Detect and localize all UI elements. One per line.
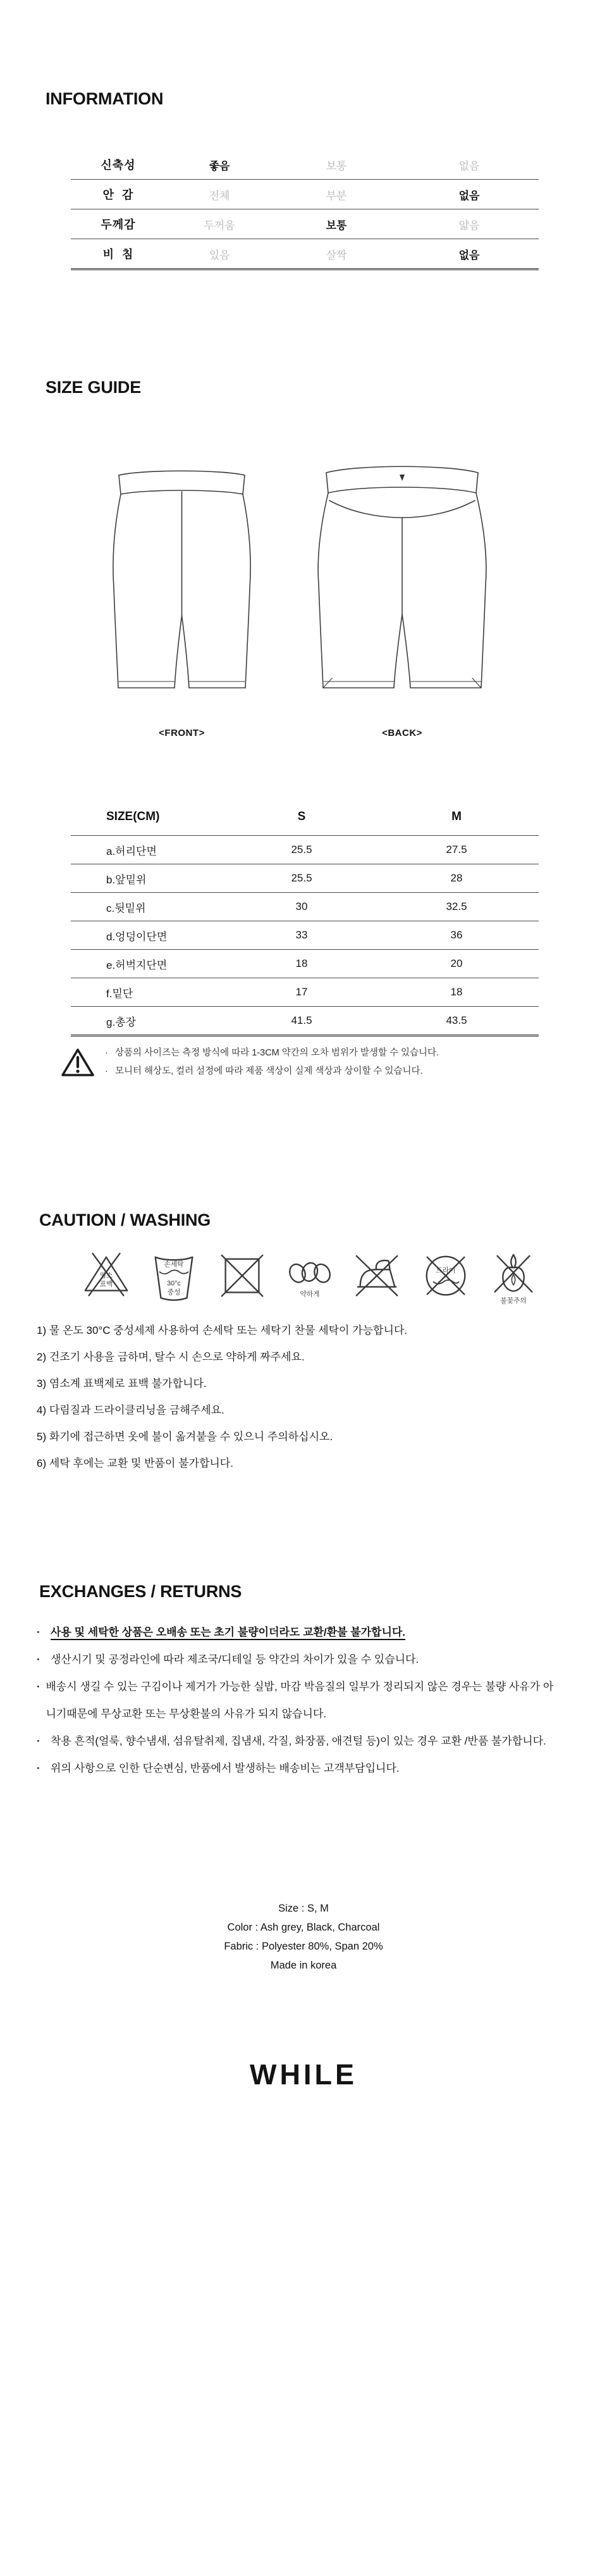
shorts-back-sketch	[309, 455, 496, 702]
size-note	[105, 1044, 439, 1062]
returns-policy-list	[37, 1619, 563, 1782]
table-row	[71, 180, 539, 209]
policy-item	[37, 1755, 563, 1782]
info-value: 두꺼움	[204, 219, 235, 232]
info-value: 있음	[209, 249, 230, 261]
info-value: 보통	[326, 159, 347, 172]
no-tumble-dry-icon	[217, 1251, 267, 1305]
product-summary	[0, 1899, 607, 1975]
measure-s: 30	[295, 900, 308, 912]
brand-logo: WHILE	[250, 2058, 357, 2091]
brand-mark-icon	[400, 475, 405, 481]
info-value: 없음	[458, 189, 480, 202]
measure-m: 43.5	[446, 1014, 467, 1026]
size-table-header	[71, 799, 539, 836]
table-row	[71, 239, 539, 270]
policy-item	[37, 1727, 563, 1755]
table-row	[71, 921, 539, 950]
product-origin-line: Made in korea	[270, 1960, 337, 1971]
product-size-line: Size : S, M	[278, 1903, 329, 1914]
measure-label: d.엉덩이단면	[106, 930, 168, 943]
info-value: 좋음	[209, 159, 230, 172]
hand-wash-30-icon	[149, 1251, 199, 1305]
product-fabric-line: Fabric : Polyester 80%, Span 20%	[224, 1941, 383, 1952]
size-table-header-s: S	[297, 810, 306, 823]
measure-m: 27.5	[446, 843, 467, 856]
info-value: 살짝	[326, 249, 347, 261]
info-row-label: 두께감	[101, 218, 136, 231]
bullet-marker: ·	[105, 1048, 108, 1058]
measure-label: c.뒷밑위	[106, 902, 146, 914]
washing-instruction: 2) 건조기 사용을 금하며, 탈수 시 손으로 약하게 짜주세요.	[37, 1351, 305, 1363]
measure-m: 32.5	[446, 900, 467, 912]
shorts-back-drawing	[309, 455, 496, 702]
washing-instruction: 5) 화기에 접근하면 옷에 불이 옮겨붙을 수 있으니 주의하십시오.	[37, 1431, 333, 1443]
size-table-header-m: M	[451, 810, 462, 823]
measure-s: 25.5	[291, 843, 312, 856]
bullet-marker: ·	[37, 1762, 40, 1774]
bullet-marker: ·	[37, 1626, 40, 1638]
info-row-label: 안 감	[102, 189, 134, 201]
no-bleach-icon	[81, 1251, 132, 1305]
laundry-symbols	[81, 1251, 539, 1305]
table-row	[71, 950, 539, 978]
bullet-marker: ·	[37, 1653, 40, 1665]
measure-s: 18	[295, 957, 308, 969]
washing-instruction: 3) 염소계 표백제로 표백 불가합니다.	[37, 1378, 207, 1390]
svg-text:불꽃주의: 불꽃주의	[500, 1297, 527, 1305]
size-note-text: 모니터 해상도, 컬러 설정에 따라 제품 색상이 실제 색상과 상이할 수 있습니다.	[115, 1066, 423, 1076]
front-view-label: <FRONT>	[159, 728, 205, 738]
size-guide-section-title: SIZE GUIDE	[46, 378, 142, 397]
svg-text:표백: 표백	[99, 1280, 113, 1288]
warning-triangle-icon	[61, 1047, 95, 1078]
policy-item	[37, 1619, 563, 1646]
size-table	[71, 799, 539, 1036]
measure-m: 18	[450, 986, 463, 998]
size-note-lines	[105, 1044, 439, 1081]
washing-instruction: 1) 물 온도 30°C 중성세제 사용하여 손세탁 또는 세탁기 찬물 세탁이 가능합니다.	[37, 1324, 408, 1336]
bullet-marker: ·	[37, 1681, 40, 1693]
table-row	[71, 1007, 539, 1036]
policy-text: 생산시기 및 공정라인에 따라 제조국/디테일 등 약간의 차이가 있을 수 있습니다.	[51, 1653, 419, 1665]
size-table-header-label: SIZE(CM)	[106, 810, 160, 823]
bullet-marker: ·	[105, 1066, 108, 1076]
measure-m: 36	[450, 929, 463, 941]
info-value: 부분	[326, 189, 347, 202]
measure-label: f.밑단	[106, 987, 133, 1000]
policy-text: 착용 흔적(얼룩, 향수냄새, 섬유탈취제, 집냄새, 각질, 화장품, 애견털 등)이 있는 경우 교환 /반품 불가합니다.	[51, 1735, 546, 1747]
policy-item	[37, 1646, 563, 1673]
flame-caution-icon	[488, 1251, 539, 1305]
info-value: 없음	[458, 159, 480, 172]
svg-text:염소: 염소	[99, 1272, 113, 1280]
info-row-label: 비 침	[102, 248, 134, 261]
info-value: 없음	[458, 249, 480, 261]
info-row-label: 신축성	[101, 159, 136, 171]
product-color-line: Color : Ash grey, Black, Charcoal	[227, 1922, 380, 1933]
svg-text:중성: 중성	[167, 1288, 181, 1297]
measure-label: a.허리단면	[106, 845, 157, 857]
policy-text: 배송시 생길 수 있는 구김이나 제거가 가능한 실밥, 마감 박음질의 일부가 정리되지 않은 경우는 불량 사유가 아니기때문에 무상교환 또는 무상환불의 사유가 되지 않습니다.	[46, 1681, 554, 1720]
table-row	[71, 150, 539, 180]
shorts-front-drawing	[107, 465, 256, 700]
measure-s: 17	[295, 986, 308, 998]
size-note	[105, 1062, 439, 1081]
information-table	[71, 150, 539, 270]
measure-s: 33	[295, 929, 308, 941]
measure-label: b.앞밑위	[106, 873, 147, 886]
info-value: 전체	[209, 189, 230, 202]
washing-instruction: 4) 다림질과 드라이클리닝을 금해주세요.	[37, 1404, 224, 1416]
svg-text:손세탁: 손세탁	[164, 1260, 184, 1269]
policy-text: 위의 사항으로 인한 단순변심, 반품에서 발생하는 배송비는 고객부담입니다.	[51, 1762, 400, 1774]
washing-instructions	[37, 1317, 407, 1477]
table-row	[71, 209, 539, 239]
measure-label: g.총장	[106, 1016, 137, 1028]
table-row	[71, 978, 539, 1007]
returns-section-title: EXCHANGES / RETURNS	[39, 1582, 242, 1601]
information-section-title: INFORMATION	[46, 89, 164, 108]
wring-gently-icon	[285, 1251, 335, 1305]
svg-text:드라이: 드라이	[436, 1267, 456, 1275]
shorts-front-sketch	[107, 465, 256, 700]
no-dry-clean-icon	[420, 1251, 471, 1305]
info-value: 보통	[326, 219, 347, 232]
measure-s: 25.5	[291, 872, 312, 884]
svg-text:30°c: 30°c	[167, 1279, 181, 1288]
size-note-text: 상품의 사이즈는 측정 방식에 따라 1-3CM 약간의 오차 범위가 발생할 수 있습니다.	[115, 1048, 439, 1058]
measure-m: 20	[450, 957, 463, 969]
measure-s: 41.5	[291, 1014, 312, 1026]
no-iron-icon	[352, 1251, 403, 1305]
washing-instruction: 6) 세탁 후에는 교환 및 반품이 불가합니다.	[37, 1457, 233, 1469]
size-notes	[61, 1044, 439, 1081]
policy-text: 사용 및 세탁한 상품은 오배송 또는 초기 불량이더라도 교환/환불 불가합니다.	[51, 1626, 406, 1638]
table-row	[71, 864, 539, 893]
table-row	[71, 836, 539, 864]
measure-label: e.허벅지단면	[106, 959, 168, 971]
policy-item	[37, 1673, 563, 1727]
table-row	[71, 893, 539, 921]
caution-section-title: CAUTION / WASHING	[39, 1210, 211, 1229]
back-view-label: <BACK>	[382, 728, 422, 738]
measure-m: 28	[450, 872, 463, 884]
bullet-marker: ·	[37, 1735, 40, 1747]
svg-text:약하게: 약하게	[300, 1290, 320, 1298]
info-value: 얇음	[458, 219, 480, 232]
